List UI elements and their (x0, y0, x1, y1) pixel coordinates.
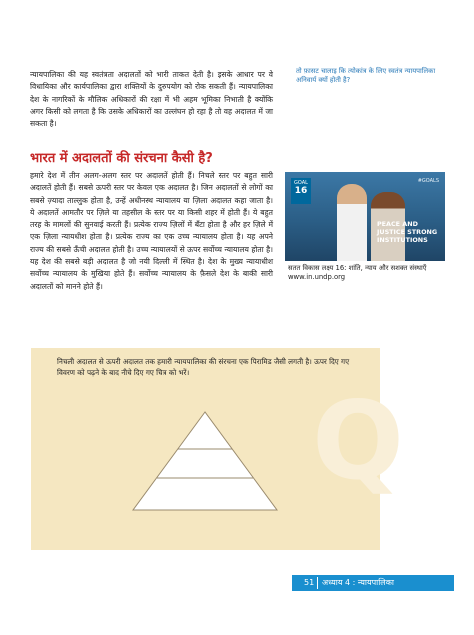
footer-divider (317, 577, 318, 589)
goal-badge-label: GOAL (294, 180, 308, 186)
page-number: 51 (304, 578, 315, 587)
activity-box (31, 348, 404, 550)
photo-hashtag: #GOALS (417, 178, 439, 184)
intro-paragraph: न्यायपालिका की यह स्वतंत्रता अदालतों को भारी ताकत देती है। इसके आधार पर वे विधायिका और कार्यपालिका द्वारा शक्तियों के दुरुपयोग को रोक सकती हैं। न्यायपालिका देश के नागरिकों के मौलिक अधिकारों की रक्षा में भी अहम भूमिका निभाती है क्योंकि अगर किसी को लगता है कि उसके अधिकारों का उल्लंघन हो रहा है तो वह अदालत में जा सकता है। (30, 70, 273, 129)
pyramid-fill (133, 412, 277, 510)
goal-badge (291, 178, 311, 204)
margin-question: तो फ़ासट चालाइ कि त्योकांत्र के लिए स्वतंत्र न्यायपालिका अनिवार्य क्यों होती है? (296, 67, 436, 84)
pyramid-diagram (31, 348, 404, 550)
body-paragraph: हमारे देश में तीन अलग-अलग स्तर पर अदालतें होती हैं। निचले स्तर पर बहुत सारी अदालतें होती हैं। सबसे ऊपरी स्तर पर केवल एक अदालत है। जिन अदालतों से लोगों का सबसे ज़्यादा ताल्लुक होता है, उन्हें अधीनस्थ न्यायालय या ज़िला अदालत कहा जाता है। ये अदालतें आमतौर पर ज़िले या तहसील के स्तर पर या किसी शहर में होती हैं। ये बहुत तरह के मामलों की सुनवाई करती हैं। प्रत्येक राज्य ज़िलों में बँटा होता है और हर ज़िले में एक ज़िला न्यायधीश होता है। प्रत्येक राज्य का एक उच्च न्यायालय होता है। यह अपने राज्य की सबसे ऊँची अदालत होती है। उच्च न्यायालयों से ऊपर सर्वोच्च न्यायालय होता है। यह देश की सबसे बड़ी अदालत है जो नयी दिल्ली में स्थित है। देश के मुख्य न्यायाधीश सर्वोच्च न्यायालय के मुखिया होते हैं। सर्वोच्च न्यायालय के फ़ैसले देश के बाकी सारी अदालतों को मानने होते हैं। (30, 171, 273, 291)
activity-instructions: निचली अदालत से ऊपरी अदालत तक हमारी न्यायपालिका की संरचना एक पिरामिड जैसी लगती है। ऊपर दिए गए विवरण को पढ़ने के बाद नीचे दिए गए चित्र को भरें। (57, 357, 350, 378)
section-heading: भारत में अदालतों की संरचना कैसी है? (30, 151, 213, 166)
photo-banner-text: PEACE AND JUSTICE STRONG INSTITUTIONS (377, 220, 438, 244)
sdg16-photo (285, 172, 445, 261)
q-watermark-icon: Q (312, 379, 404, 504)
chapter-title: अध्याय 4 : न्यायपालिका (322, 578, 394, 587)
photo-caption: सतत विकास लक्ष्य 16: शांति, न्याय और सशक्त संस्थाएँ www.in.undp.org (288, 264, 427, 281)
person-figure (337, 184, 367, 261)
goal-badge-number: 16 (294, 186, 308, 196)
